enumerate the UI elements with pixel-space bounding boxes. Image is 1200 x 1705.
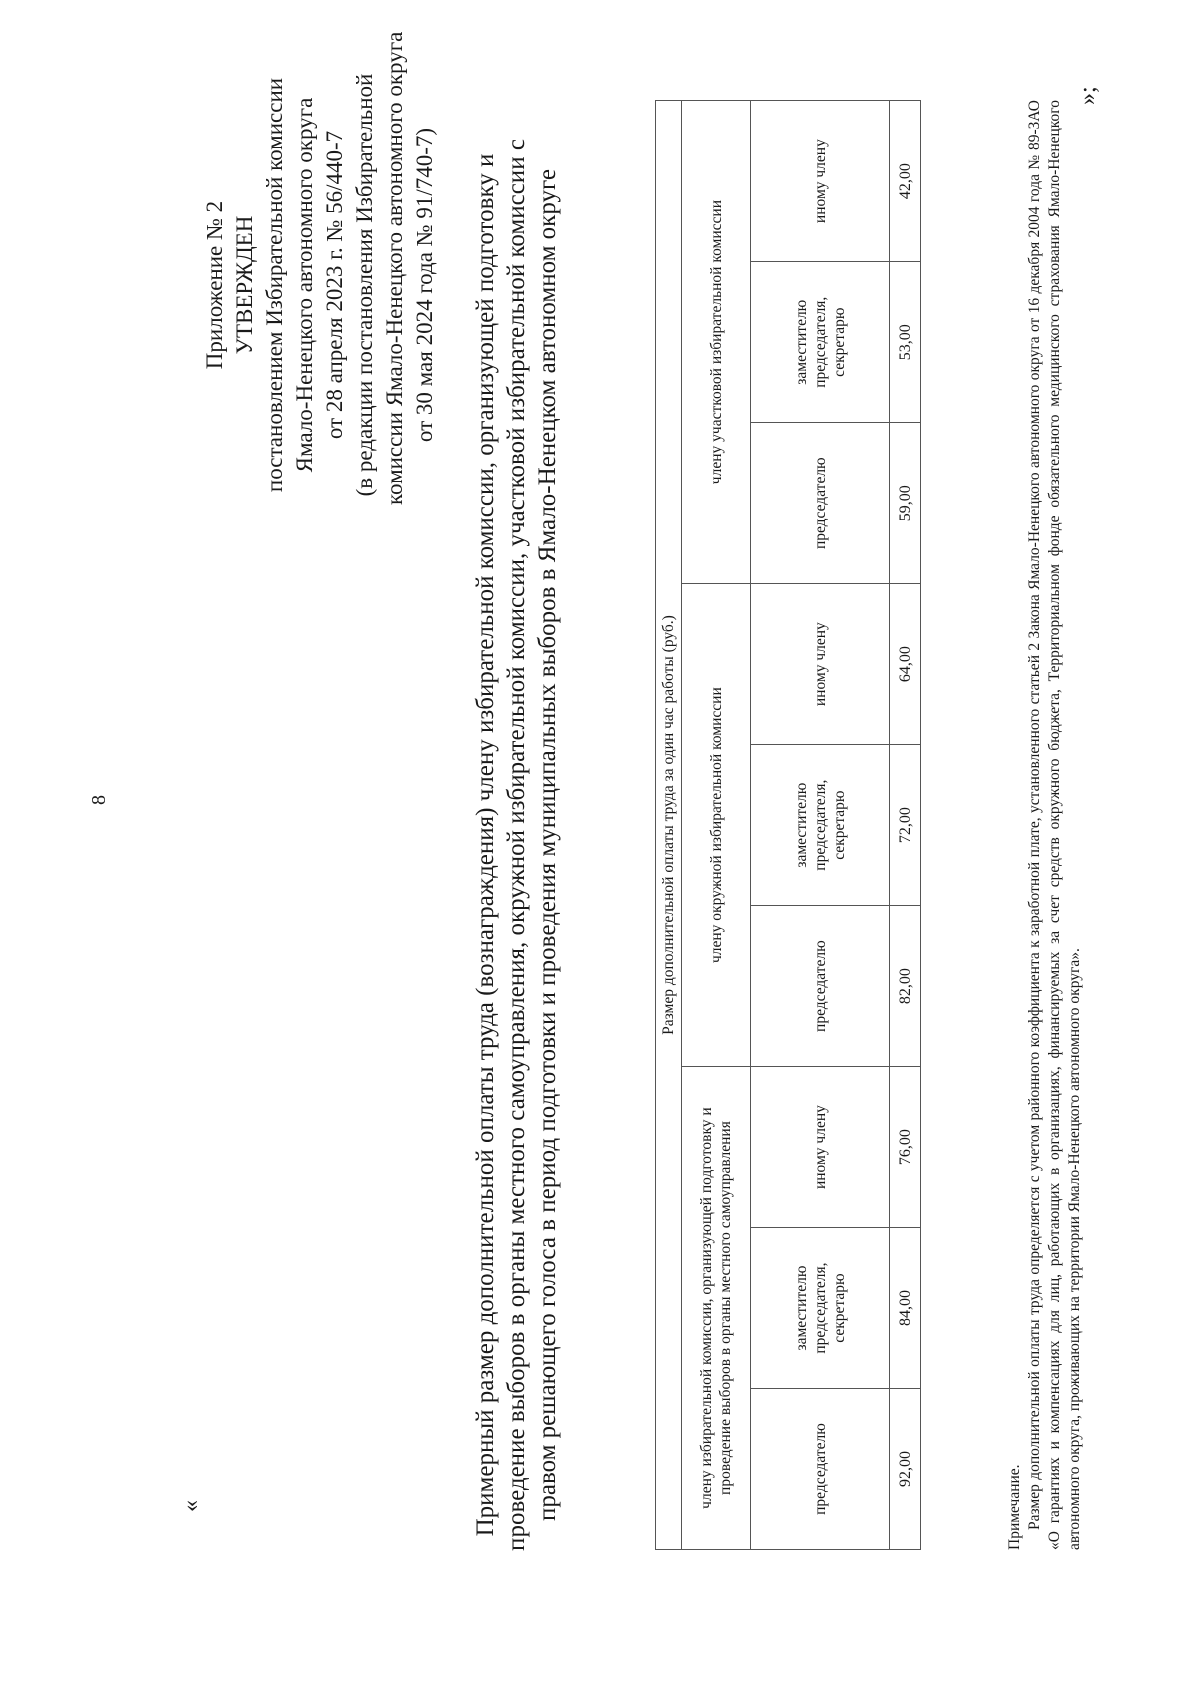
note-text: Размер дополнительной оплаты труда определяется с учетом районного коэффициента к заработной плате, установленного статьей 2 Закона Ямало-Ненецкого автономного округа от 16 декабря 2004 года № 89-ЗАО «О гарантиях и компенсациях для лиц, работающих в организациях, финансируемых за счет средств окружного бюджета, Территориальном фонде обязательного медицинского страхования Ямало-Ненецкого автономного округа, проживающих на территории Ямало-Ненецкого автономного округа».	[1026, 100, 1083, 1550]
approval-block	[200, 31, 440, 505]
approval-line: комиссии Ямало-Ненецкого автономного округа	[382, 31, 407, 505]
group-header: члену избирательной комиссии, организующей подготовку и проведение выборов в органы местного самоуправления	[682, 1067, 751, 1550]
note-block	[1005, 100, 1085, 1550]
approval-line: от 30 мая 2024 года № 91/740-7)	[412, 127, 437, 443]
role-header: заместителю председателя, секретарю	[751, 1228, 890, 1389]
table-role-row	[751, 101, 890, 1550]
value-cell: 84,00	[890, 1228, 921, 1389]
role-header: иному члену	[751, 1067, 890, 1228]
table-group-row	[682, 101, 751, 1550]
value-cell: 72,00	[890, 745, 921, 906]
role-header: заместителю председателя, секретарю	[751, 745, 890, 906]
approval-line: от 28 апреля 2023 г. № 56/440-7	[322, 130, 347, 440]
role-header: председателю	[751, 906, 890, 1067]
value-cell: 82,00	[890, 906, 921, 1067]
role-header: председателю	[751, 1389, 890, 1550]
value-cell: 53,00	[890, 262, 921, 423]
approval-line: Приложение № 2	[202, 200, 227, 370]
value-cell: 64,00	[890, 584, 921, 745]
approval-line: Ямало-Ненецкого автономного округа	[292, 97, 317, 473]
group-header: члену окружной избирательной комиссии	[682, 584, 751, 1067]
group-header: члену участковой избирательной комиссии	[682, 101, 751, 584]
role-header: иному члену	[751, 584, 890, 745]
document-title: Примерный размер дополнительной оплаты труда (вознаграждения) члену избирательной комиссии, организующей подготовку и проведение выборов в органы местного самоуправления, окружной избирательной комиссии, участковой избирательной комиссии с правом решающего голоса в период подготовки и проведения муниципальных выборов в Ямало-Ненецком автономном округе	[472, 139, 561, 1551]
role-header: председателю	[751, 423, 890, 584]
approval-line: (в редакции постановления Избирательной	[352, 73, 377, 497]
role-header: заместителю председателя, секретарю	[751, 262, 890, 423]
opening-quote: «	[178, 1500, 204, 1512]
role-header: иному члену	[751, 101, 890, 262]
note-label: Примечание.	[1006, 1464, 1023, 1550]
closing-quote: »;	[1075, 86, 1101, 105]
payment-table	[655, 100, 921, 1550]
value-cell: 76,00	[890, 1067, 921, 1228]
value-cell: 92,00	[890, 1389, 921, 1550]
approval-line: УТВЕРЖДЕН	[232, 215, 257, 355]
value-cell: 59,00	[890, 423, 921, 584]
approval-line: постановлением Избирательной комиссии	[262, 77, 287, 493]
table-caption: Размер дополнительной оплаты труда за один час работы (руб.)	[656, 101, 682, 1550]
table-value-row	[890, 101, 921, 1550]
value-cell: 42,00	[890, 101, 921, 262]
table-caption-row	[656, 101, 682, 1550]
page-number: 8	[88, 795, 110, 805]
